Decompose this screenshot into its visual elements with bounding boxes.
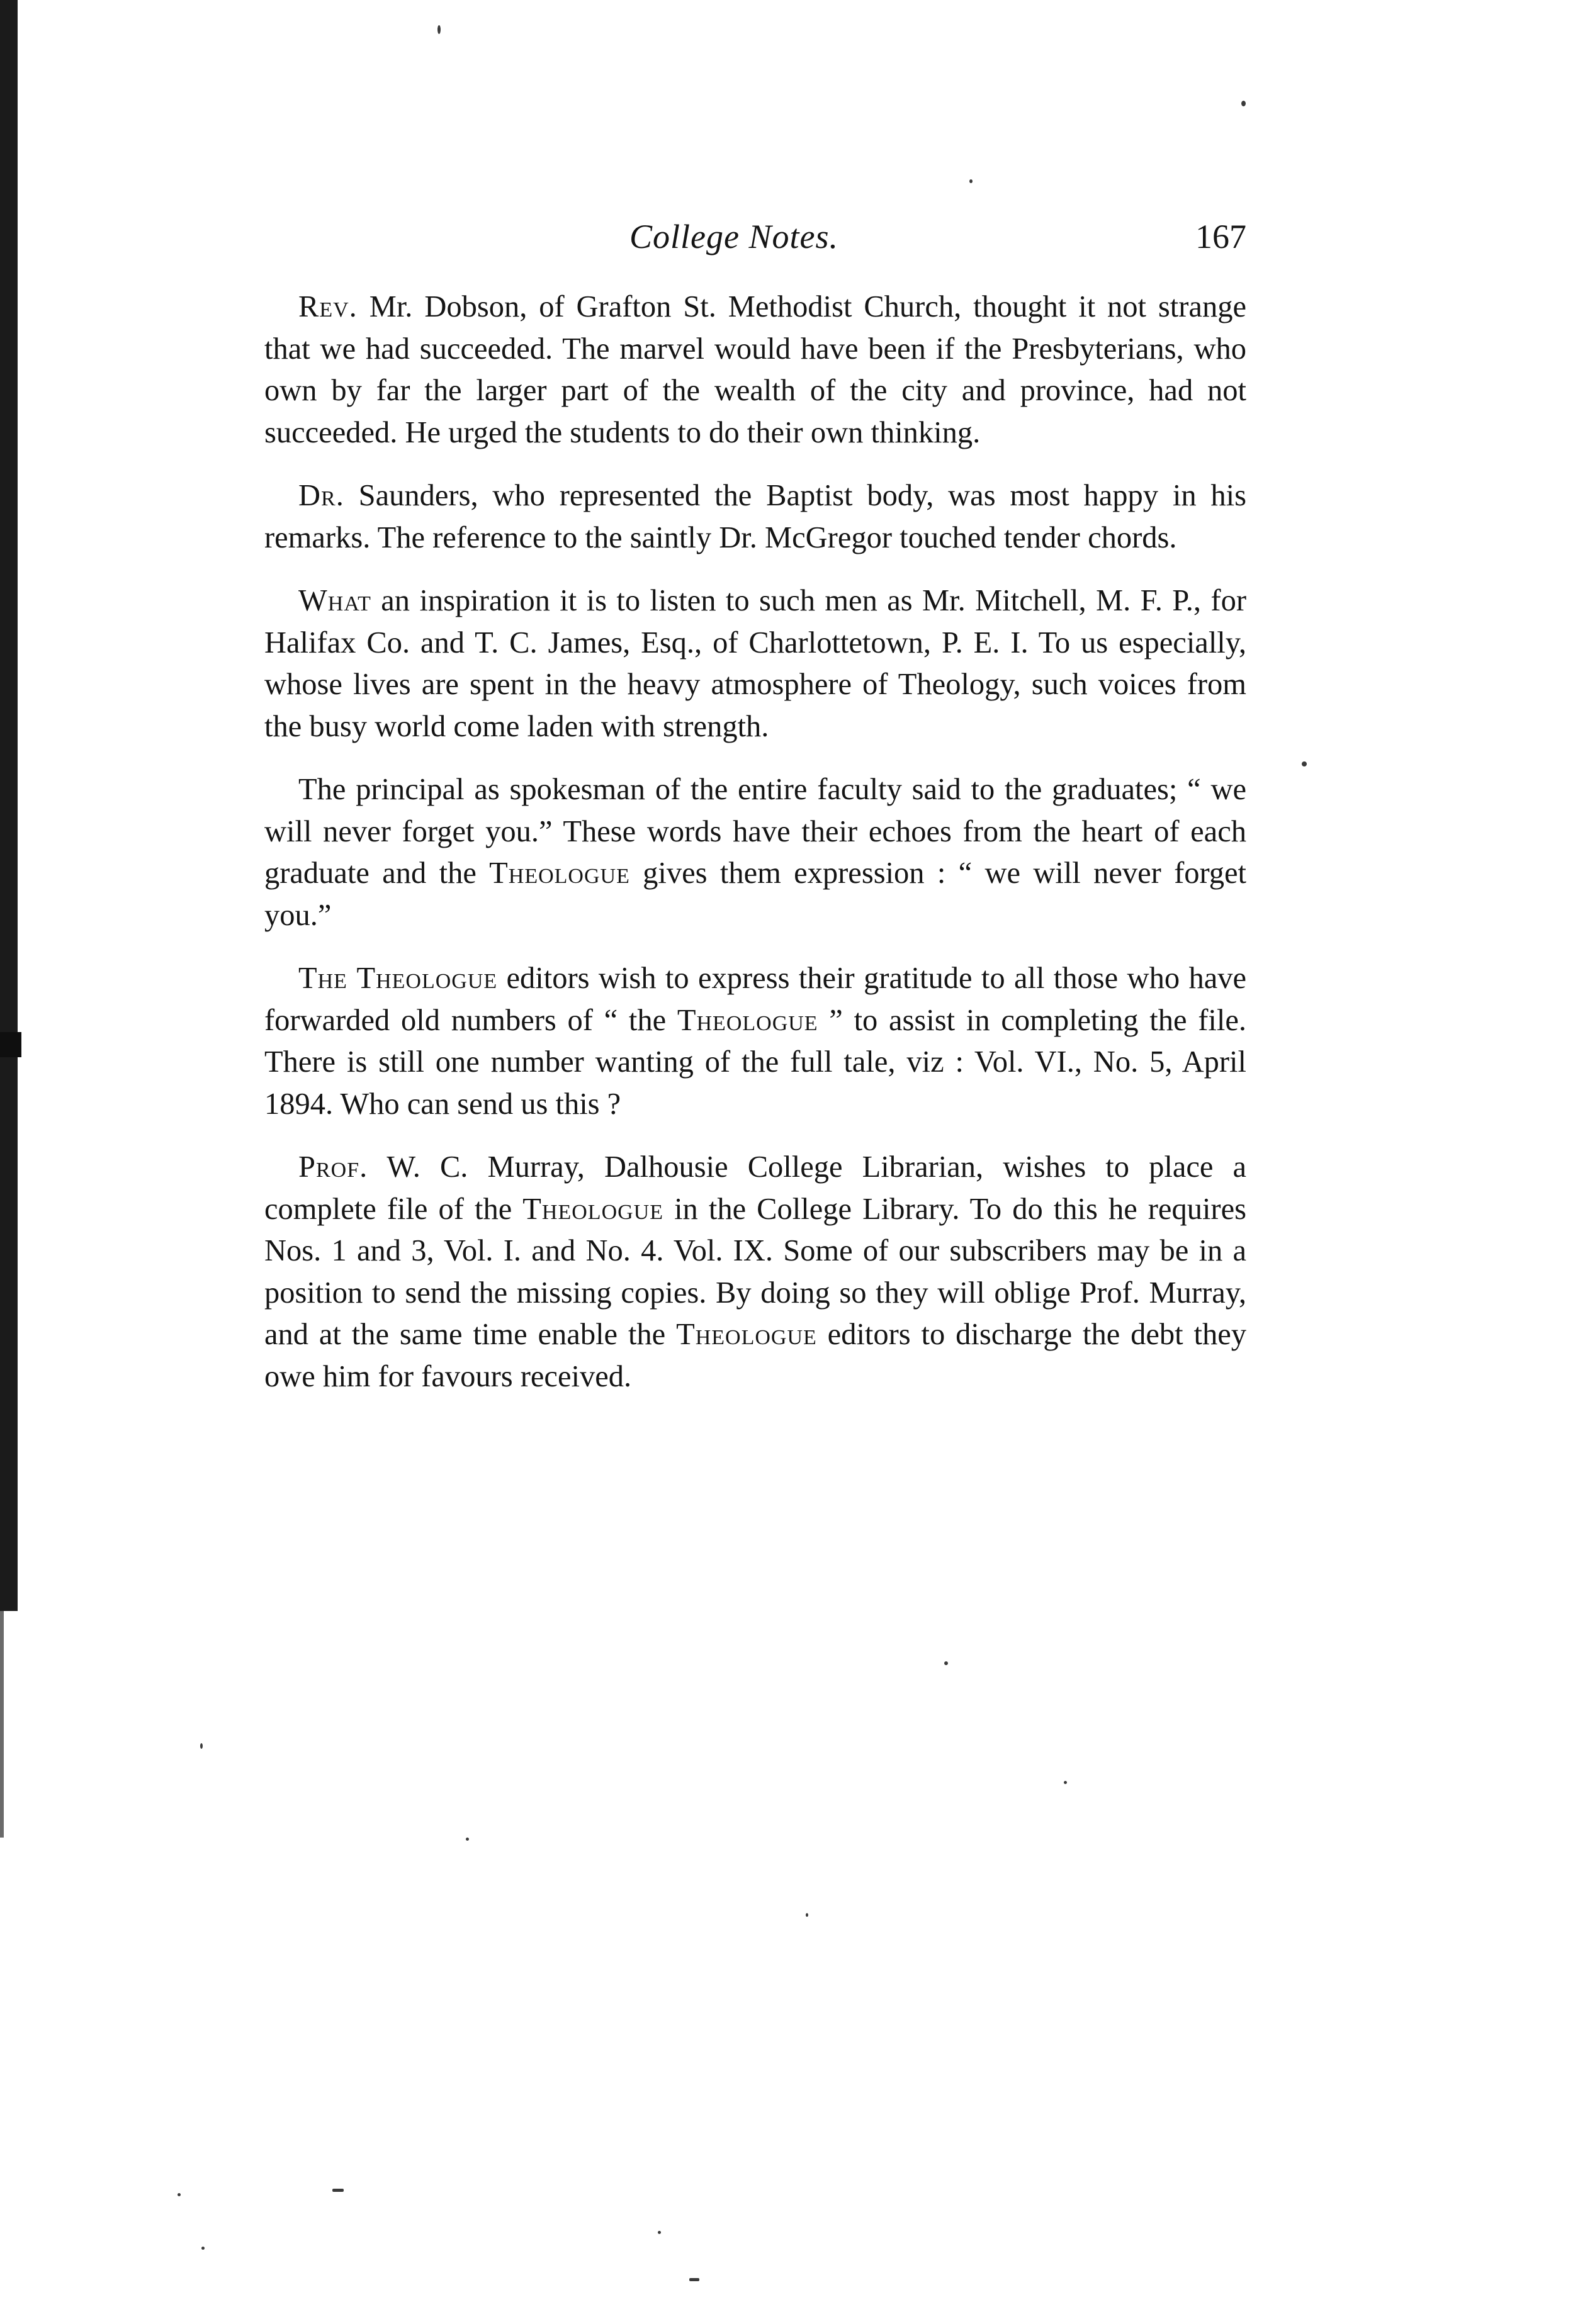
scan-speck <box>1302 761 1307 766</box>
paragraph-principal <box>264 769 1246 936</box>
paragraph-lead: The Theologue <box>298 962 498 995</box>
scan-speck <box>466 1838 469 1841</box>
paragraph-text: ” to assist in completing the file. There is still one number wanting of the full tale, viz : Vol. VI., No. 5, April 1894. Who can send us this ? <box>264 1003 1246 1121</box>
scan-binding-edge-lower <box>0 1611 4 1838</box>
scan-speck <box>944 1661 948 1665</box>
paragraph-text: W. C. Murray, Dalhousie College Librarian, wishes to place a complete file of the <box>264 1150 1246 1226</box>
paragraph-lead: What <box>298 584 371 617</box>
paragraph-text: Mr. Dobson, of Grafton St. Methodist Church, thought it not strange that we had succeeded. The marvel would have been if the Presbyterians, who own by far the larger part of the wealth of the city and province, had not succeeded. He urged the students to do their own thinking. <box>264 290 1246 449</box>
paragraph-inspiration <box>264 580 1246 748</box>
paragraph-text: Saunders, who represented the Baptist body, was most happy in his remarks. The reference to the saintly Dr. McGregor touched tender chords. <box>264 479 1246 554</box>
paragraph-text: editors wish to express their gratitude to all those who have forwarded old numbers of “ the <box>264 962 1246 1037</box>
journal-name: Theologue <box>522 1192 663 1226</box>
paragraph-murray <box>264 1147 1246 1398</box>
paragraph-lead: Dr. <box>298 479 344 512</box>
paragraph-editors <box>264 958 1246 1125</box>
page-header <box>264 217 1246 261</box>
paragraph-saunders <box>264 475 1246 559</box>
paragraph-lead: Prof. <box>298 1150 368 1184</box>
scan-speck <box>689 2278 699 2281</box>
scan-speck <box>1241 101 1246 106</box>
paragraph-text: editors to discharge the debt they owe him for favours received. <box>264 1318 1246 1393</box>
paragraph-text: an inspiration it is to listen to such men as Mr. Mitchell, M. F. P., for Halifax Co. and T. C. James, Esq., of Charlottetown, P. E. I. To us especially, whose lives are spent in the heavy atmosphere of Theology, such voices from the busy world come laden with strength. <box>264 584 1246 743</box>
journal-name: Theologue <box>676 1318 817 1351</box>
scan-speck <box>1064 1781 1067 1784</box>
scan-speck <box>969 179 973 183</box>
paragraph-text: in the College Library. To do this he requires Nos. 1 and 3, Vol. I. and No. 4. Vol. IX. Some of our subscribers may be in a position to send the missing copies. By doing so they will oblige Prof. Murray, and at the same time enable the <box>264 1192 1246 1351</box>
scan-speck <box>437 25 441 34</box>
scan-binding-edge <box>0 0 18 1611</box>
body-text <box>264 286 1246 1419</box>
paragraph-text: The principal as spokesman of the entire faculty said to the graduates; “ we will never forget you.” These words have their echoes from the heart of each graduate and the <box>264 773 1246 890</box>
scan-speck <box>200 1743 203 1749</box>
scan-speck <box>332 2189 344 2192</box>
scan-binding-mark <box>0 1032 21 1057</box>
scan-speck <box>806 1913 808 1917</box>
paragraph-lead: Rev. <box>298 290 358 323</box>
paragraph-dobson <box>264 286 1246 454</box>
scan-speck <box>178 2193 181 2196</box>
paragraph-text: gives them expression : “ we will never forget you.” <box>264 856 1247 932</box>
journal-name: Theologue <box>677 1003 818 1037</box>
running-title: College Notes. <box>629 218 838 255</box>
scan-speck <box>658 2231 661 2234</box>
page-number: 167 <box>1195 218 1246 255</box>
journal-name: Theologue <box>489 856 630 890</box>
scan-speck <box>201 2247 205 2250</box>
